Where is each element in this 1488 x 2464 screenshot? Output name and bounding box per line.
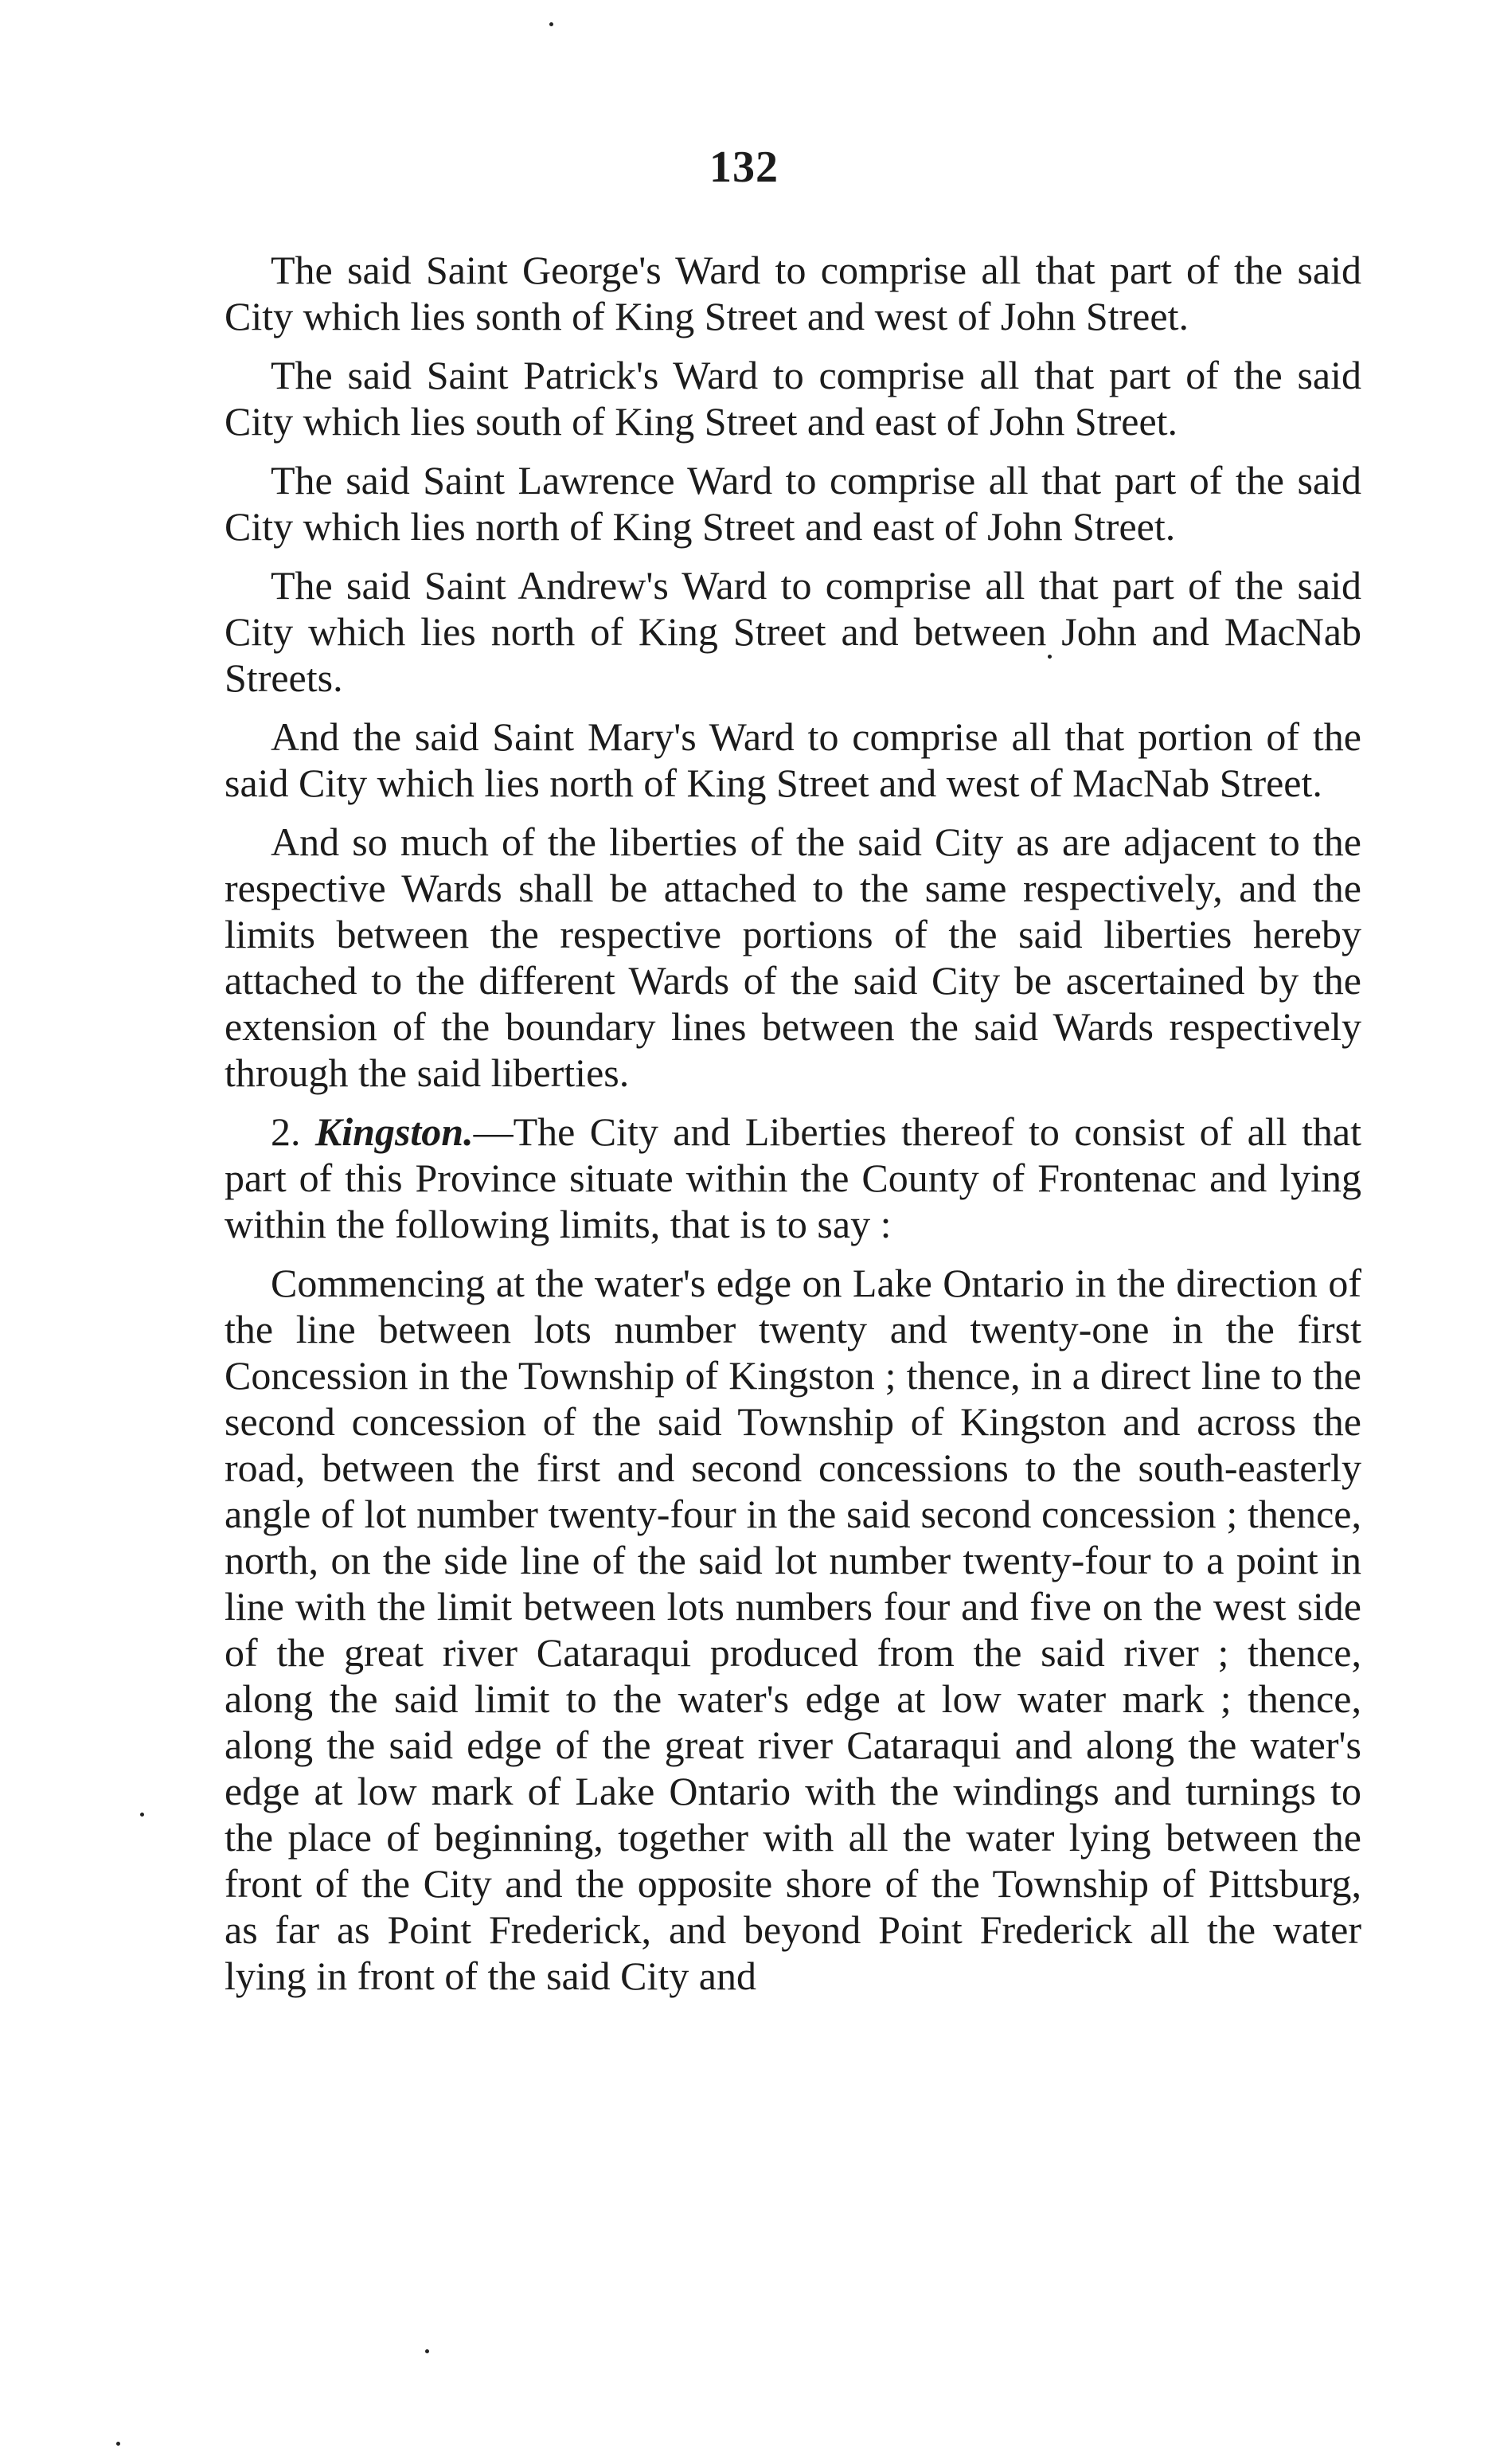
print-speck: [140, 1813, 144, 1817]
paragraph-kingston-boundaries: Commencing at the water's edge on Lake Ontario in the direction of the line between lots number twenty and twenty-one in the first Concession in the Township of Kingston ; thence, in a direct line to the second concession of the said Township of Kingston and across the road, between the first and second concessions to the south-easterly angle of lot number twenty-four in the said second concession ; thence, north, on the side line of the said lot number twenty-four to a point in line with the limit between lots numbers four and five on the west side of the great river Cataraqui produced from the said river ; thence, along the said limit to the water's edge at low water mark ; thence, along the said edge of the great river Cataraqui and along the water's edge at low mark of Lake Ontario with the windings and turnings to the place of beginning, together with all the water lying between the front of the City and the opposite shore of the Township of Pittsburg, as far as Point Frederick, and beyond Point Frederick all the water lying in front of the said City and: [225, 1261, 1361, 1998]
paragraph-kingston-section: [225, 1109, 1361, 1247]
section-place-name: Kingston.: [314, 1109, 474, 1154]
paragraph-liberties: And so much of the liberties of the said City as are adjacent to the respective Wards shall be attached to the same respectively, and the limits between the respective portions of the said liberties hereby attached to the different Wards of the said City be ascertained by the extension of the boundary lines between the said Wards respectively through the said liberties.: [225, 819, 1361, 1095]
section-number: 2.: [271, 1109, 301, 1154]
paragraph-st-patricks-ward: The said Saint Patrick's Ward to comprise all that part of the said City which lies south of King Street and east of John Street.: [225, 353, 1361, 444]
paragraph-st-lawrence-ward: The said Saint Lawrence Ward to comprise all that part of the said City which lies north of King Street and east of John Street.: [225, 458, 1361, 549]
paragraph-st-andrews-ward: The said Saint Andrew's Ward to comprise all that part of the said City which lies north of King Street and between John and MacNab Streets.: [225, 563, 1361, 700]
print-speck: [1048, 655, 1052, 659]
paragraph-st-marys-ward: And the said Saint Mary's Ward to comprise all that portion of the said City which lies north of King Street and west of MacNab Street.: [225, 714, 1361, 805]
section-text: —The City and Liberties thereof to consist of all that part of this Province situate within the County of Frontenac and lying within the following limits, that is to say :: [225, 1109, 1361, 1246]
print-speck: [549, 22, 553, 26]
print-speck: [116, 2442, 120, 2446]
paragraph-st-georges-ward: The said Saint George's Ward to comprise all that part of the said City which lies sonth of King Street and west of John Street.: [225, 248, 1361, 338]
body-text: [225, 247, 1361, 2012]
print-speck: [425, 2349, 429, 2353]
page-number: 132: [709, 143, 779, 192]
